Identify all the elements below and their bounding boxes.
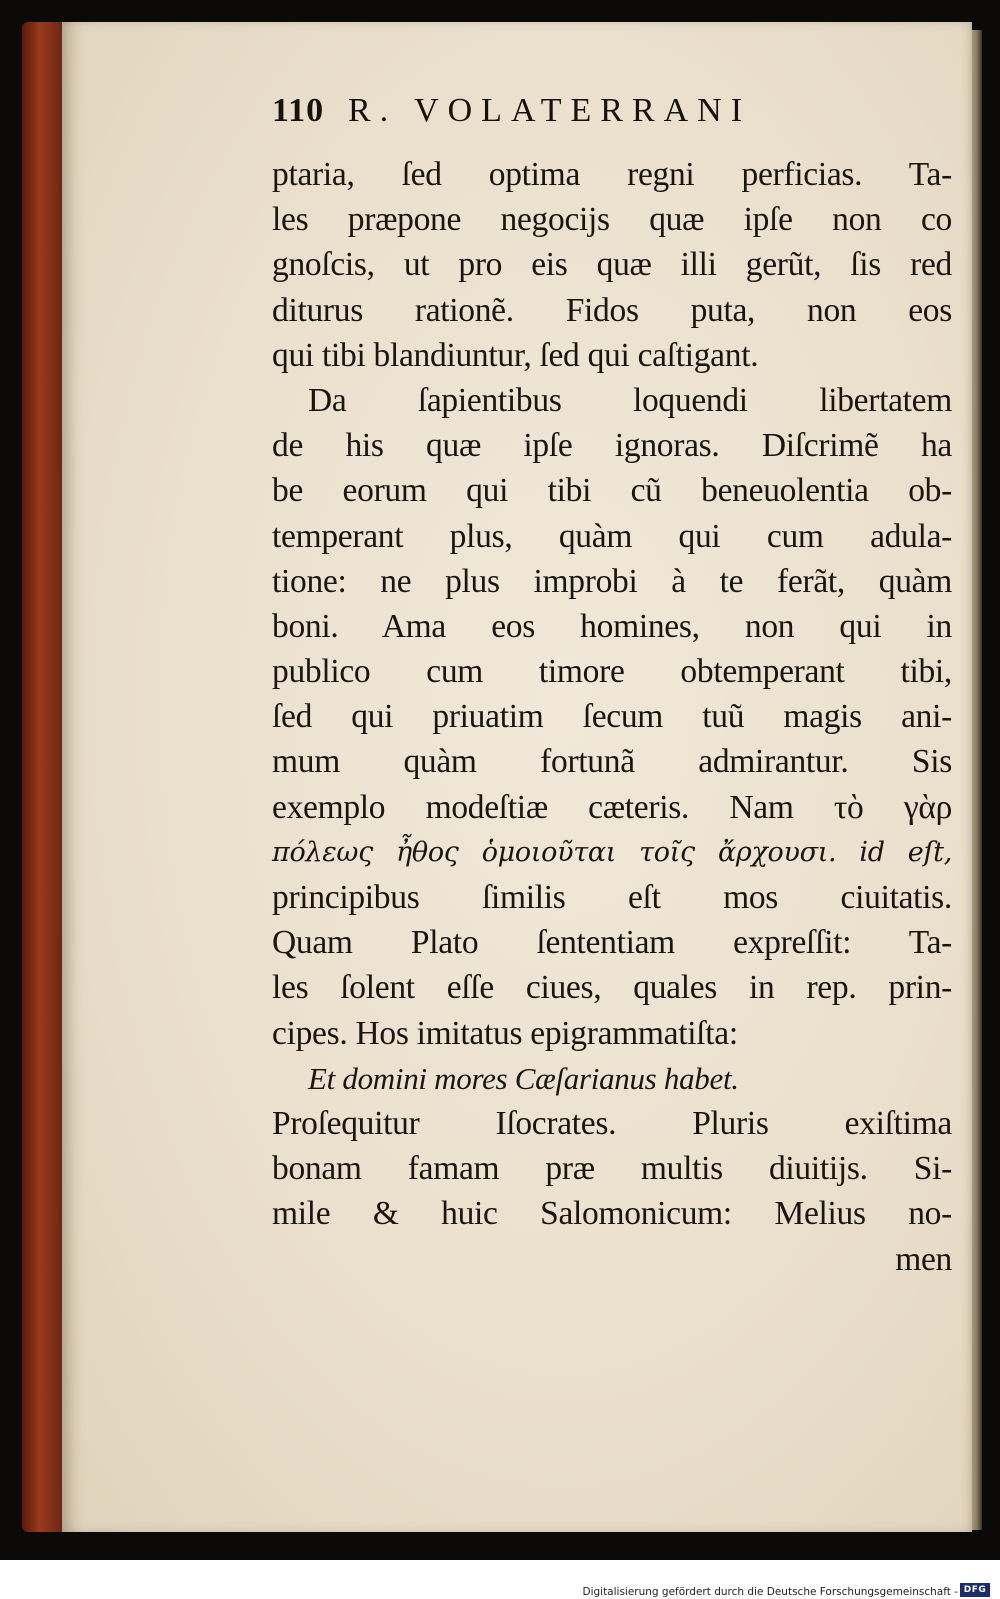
body-line: les ſolent eſſe ciues, quales in rep. prin- bbox=[272, 969, 952, 1007]
body-line: mile & huic Salomonicum: Melius no- bbox=[272, 1195, 952, 1233]
catchword: men bbox=[895, 1240, 952, 1278]
body-line: de his quæ ipſe ignoras. Diſcrimẽ ha bbox=[272, 427, 952, 465]
body-line: mum quàm fortunã admirantur. Sis bbox=[272, 743, 952, 781]
running-head-title: R. VOLATERRANI bbox=[348, 92, 752, 129]
body-line: ſed qui priuatim ſecum tuũ magis ani- bbox=[272, 698, 952, 736]
page-number: 110 bbox=[272, 92, 325, 129]
book-page bbox=[62, 22, 972, 1532]
body-line: boni. Ama eos homines, non qui in bbox=[272, 607, 952, 645]
body-line: tione: ne plus improbi à te ferãt, quàm bbox=[272, 562, 952, 600]
body-line: exemplo modeſtiæ cæteris. Nam τὸ γὰρ bbox=[272, 788, 952, 826]
body-line: temperant plus, quàm qui cum adula- bbox=[272, 517, 952, 555]
body-line: publico cum timore obtemperant tibi, bbox=[272, 653, 952, 691]
dfg-logo: DFG bbox=[960, 1583, 990, 1597]
body-line: diturus rationẽ. Fidos puta, non eos bbox=[272, 291, 952, 329]
running-head bbox=[272, 92, 952, 148]
body-line: gnoſcis, ut pro eis quæ illi gerũt, ſis red bbox=[272, 246, 952, 284]
body-line: Proſequitur Iſocrates. Pluris exiſtima bbox=[272, 1104, 952, 1142]
digitization-credit: Digitalisierung gefördert durch die Deutsche Forschungsgemeinschaft - bbox=[582, 1586, 958, 1598]
text-block bbox=[272, 92, 952, 1282]
body-line: cipes. Hos imitatus epigrammatiſta: bbox=[272, 1014, 738, 1052]
body-line: bonam famam præ multis diuitijs. Si- bbox=[272, 1150, 952, 1188]
greek-quote-line: πόλεως ἦθος ὁμοιοῦται τοῖς ἄρχουσι. id eſt, bbox=[272, 836, 952, 868]
body-line: principibus ſimilis eſt mos ciuitatis. bbox=[272, 879, 952, 916]
body-line: Da ſapientibus loquendi libertatem bbox=[308, 381, 952, 419]
body-line: ptaria, ſed optima regni perficias. Ta- bbox=[272, 156, 952, 193]
body-line: les præpone negocijs quæ ipſe non co bbox=[272, 201, 952, 239]
body-line: Quam Plato ſententiam expreſſit: Ta- bbox=[272, 924, 952, 962]
verse-quote-line: Et domini mores Cæſarianus habet. bbox=[308, 1060, 739, 1096]
body-line: qui tibi blandiuntur, ſed qui caſtigant. bbox=[272, 336, 759, 374]
body-line: be eorum qui tibi cũ beneuolentia ob- bbox=[272, 472, 952, 510]
